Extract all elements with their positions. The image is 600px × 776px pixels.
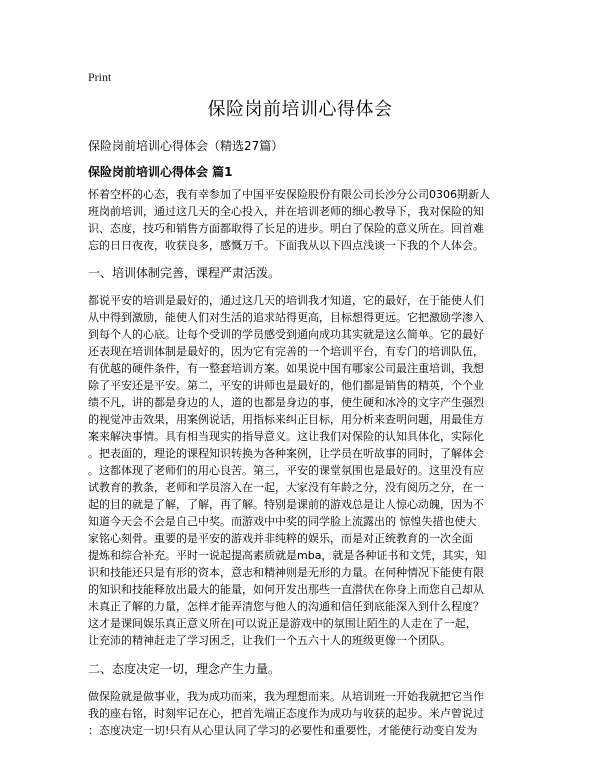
body-line: ：态度决定一切!只有从心里认同了学习的必要性和重要性，才能使行动变自发为 — [88, 724, 478, 737]
intro-line: 忘的日日夜夜，收获良多，感慨万千。下面我从以下四点浅谈一下我的个人体会。 — [88, 239, 484, 252]
body-line: 还表现在培训体制是最好的，因为它有完善的一个培训平台，有专门的培训队伍， — [88, 345, 484, 358]
body-line: 未真正了解的力量，怎样才能弄清您与他人的沟通和信任到底能深入到什么程度？ — [88, 600, 484, 613]
body-line: 的视觉冲击效果，用案例说话，用指标来纠正目标，用分析来查明问题，用最佳方 — [88, 413, 484, 426]
body-line: 的知识和技能释放出最大的能量，如何开发出那些一直潜伏在你身上而您自己却从 — [88, 583, 484, 596]
body-line: 绩不凡，讲的都是身边的人，道的也都是身边的事，使生硬和冰冷的文字产生强烈 — [88, 396, 484, 409]
body-line: 我的座右铭，时刻牢记在心，把首先端正态度作为成功与收获的起步。米卢曾说过 — [88, 707, 484, 720]
body-line: 。这都体现了老师们的用心良苦。第三，平安的课堂氛围也是最好的。这里没有应 — [88, 464, 484, 477]
heading-attitude: 二、态度决定一切，理念产生力量。 — [88, 662, 281, 676]
body-line: 这才是课间娱乐真正意义所在|可以说正是游戏中的氛围让陌生的人走在了一起， — [88, 617, 477, 630]
intro-line: 班岗前培训，通过这几天的全心投入，并在培训老师的细心教导下，我对保险的知 — [88, 205, 484, 218]
document-subtitle: 保险岗前培训心得体会（精选27篇） — [88, 139, 284, 153]
body-line: 家铭心刻骨。重要的是平安的游戏并非纯粹的娱乐，而是对正统教育的一次全面 — [88, 532, 473, 545]
heading-training-system: 一、培训体制完善，课程严肃活泼。 — [88, 266, 281, 280]
body-line: 从中得到激励，能使人们对生活的追求站得更高，目标想得更远。它把激励学渗入 — [88, 311, 484, 324]
body-line: 做保险就是做事业，我为成功而来，我为理想而来。从培训班一开始我就把它当作 — [88, 690, 484, 703]
body-line: 案来解决事情。具有相当现实的指导意义。这让我们对保险的认知具体化，实际化 — [88, 430, 484, 443]
body-line: 除了平安还是平安。第二，平安的讲师也是最好的，他们都是销售的精英，个个业 — [88, 379, 484, 392]
body-line: 知道今天会不会是自己中奖。而游戏中中奖的同学脸上流露出的 惊惶失措也使大 — [88, 515, 477, 528]
body-line: 。把表面的，理论的课程知识转换为各种案例，让学员在听故事的同时，了解体会 — [88, 447, 484, 460]
body-line: 让充沛的精神赶走了学习困乏，让我们一个五六十人的班级更像一个团队。 — [88, 634, 451, 647]
body-line: 识和技能还只是有形的资本，意志和精神则是无形的力量。在何种情况下能使有限 — [88, 566, 484, 579]
section-title: 保险岗前培训心得体会 篇1 — [88, 165, 233, 179]
intro-paragraph — [88, 186, 518, 254]
body-paragraph-2 — [88, 688, 518, 739]
body-line: 试教育的教条，老师和学员溶入在一起，大家没有年龄之分，没有阅历之分，在一 — [88, 481, 484, 494]
body-line: 到每个人的心底。让每个受训的学员感受到通向成功其实就是这么简单。它的最好 — [88, 328, 484, 341]
body-line: 起的目的就是了解，了解，再了解。特别是课前的游戏总是让人惊心动魄，因为不 — [88, 498, 484, 511]
body-line: 有优越的硬件条件，有一整套培训方案。如果说中国有哪家公司最注重培训，我想 — [88, 362, 484, 375]
intro-line: 识、态度，技巧和销售方面都取得了长足的进步。明白了保险的意义所在。回首难 — [88, 222, 484, 235]
page-title: 保险岗前培训心得体会 — [207, 99, 393, 120]
body-line: 都说平安的培训是最好的，通过这几天的培训我才知道，它的最好，在于能使人们 — [88, 294, 484, 307]
intro-line: 怀着空杯的心态，我有幸参加了中国平安保险股份有限公司长沙分公司0306期新人 — [88, 188, 490, 201]
body-line: 提炼和综合补充。平时一说起提高素质就是mba，就是各种证书和文凭，其实，知 — [88, 549, 487, 562]
body-paragraph-1 — [88, 292, 518, 649]
print-label[interactable]: Print — [88, 70, 112, 84]
